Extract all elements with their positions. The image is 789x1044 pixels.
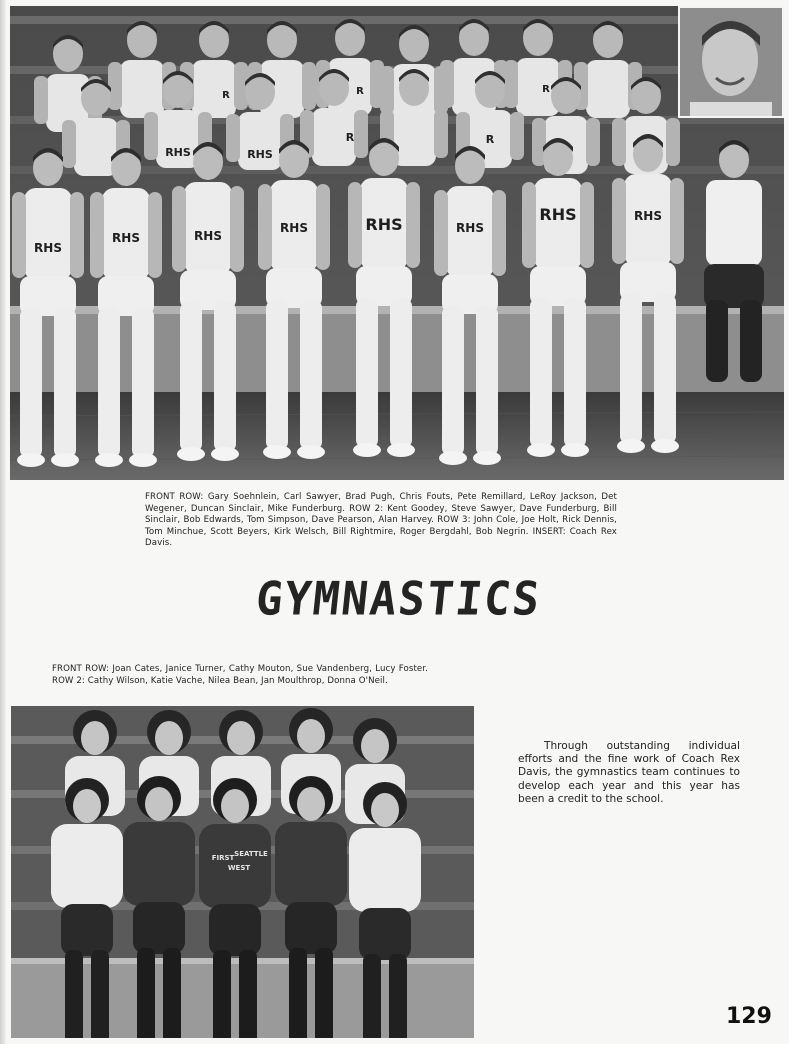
girls-team-caption: FRONT ROW: Joan Cates, Janice Turner, Cathy Mouton, Sue Vandenberg, Lucy Foster. ROW 2: Cathy Wilson, Katie Vache, Nilea Bean, Jan Moulthrop, Donna O'Neil. xyxy=(52,664,428,686)
boys-team-caption: FRONT ROW: Gary Soehnlein, Carl Sawyer, Brad Pugh, Chris Fouts, Pete Remillard, LeRoy Jackson, Det Wegener, Duncan Sinclair, Mike Funderburg. ROW 2: Kent Goodey, Steve Sawyer, Dave Funderburg, Bill Sinclair, Bob Edwards, Tom Simpson, Dave Pearson, Alan Harvey. ROW 3: John Cole, Joe Holt, Rick Dennis, Tom Minchue, Scott Beyers, Kirk Welsch, Bill Rightmire, Roger Bergdahl, Bob Negrin. INSERT: Coach Rex Davis. xyxy=(145,492,617,548)
jersey-text: RHS xyxy=(456,221,484,235)
jersey-text: RHS xyxy=(34,241,62,255)
jersey-text: RHS xyxy=(194,229,222,243)
jersey-text: RHS xyxy=(365,215,403,234)
sash-letter: R xyxy=(345,131,355,144)
sash-letter: R xyxy=(485,133,495,146)
sash-letter: R xyxy=(222,90,230,101)
jersey-text: RHS xyxy=(539,205,577,224)
jersey-text: RHS xyxy=(634,209,662,223)
coach-insert-photo xyxy=(678,6,784,118)
page-binding-edge xyxy=(0,0,6,1044)
body-paragraph: Through outstanding individual efforts and the fine work of Coach Rex Davis, the gymnastics team continues to develop each year and this year has been a credit to the school. xyxy=(518,740,740,805)
boys-team-photo xyxy=(10,6,784,480)
jersey-text: RHS xyxy=(247,148,273,161)
page-number: 129 xyxy=(726,1004,772,1029)
shirt-text: FIRST xyxy=(211,854,235,862)
jersey-text: RHS xyxy=(112,231,140,245)
sash-letter: R xyxy=(542,84,550,95)
sash-letter: R xyxy=(356,86,364,97)
shirt-text: WEST xyxy=(227,864,251,872)
jersey-text: RHS xyxy=(165,146,191,159)
shirt-text: SEATTLE xyxy=(234,850,268,858)
jersey-text: RHS xyxy=(280,221,308,235)
page-title: GYMNASTICS xyxy=(253,572,544,627)
girls-team-photo xyxy=(11,706,474,1038)
